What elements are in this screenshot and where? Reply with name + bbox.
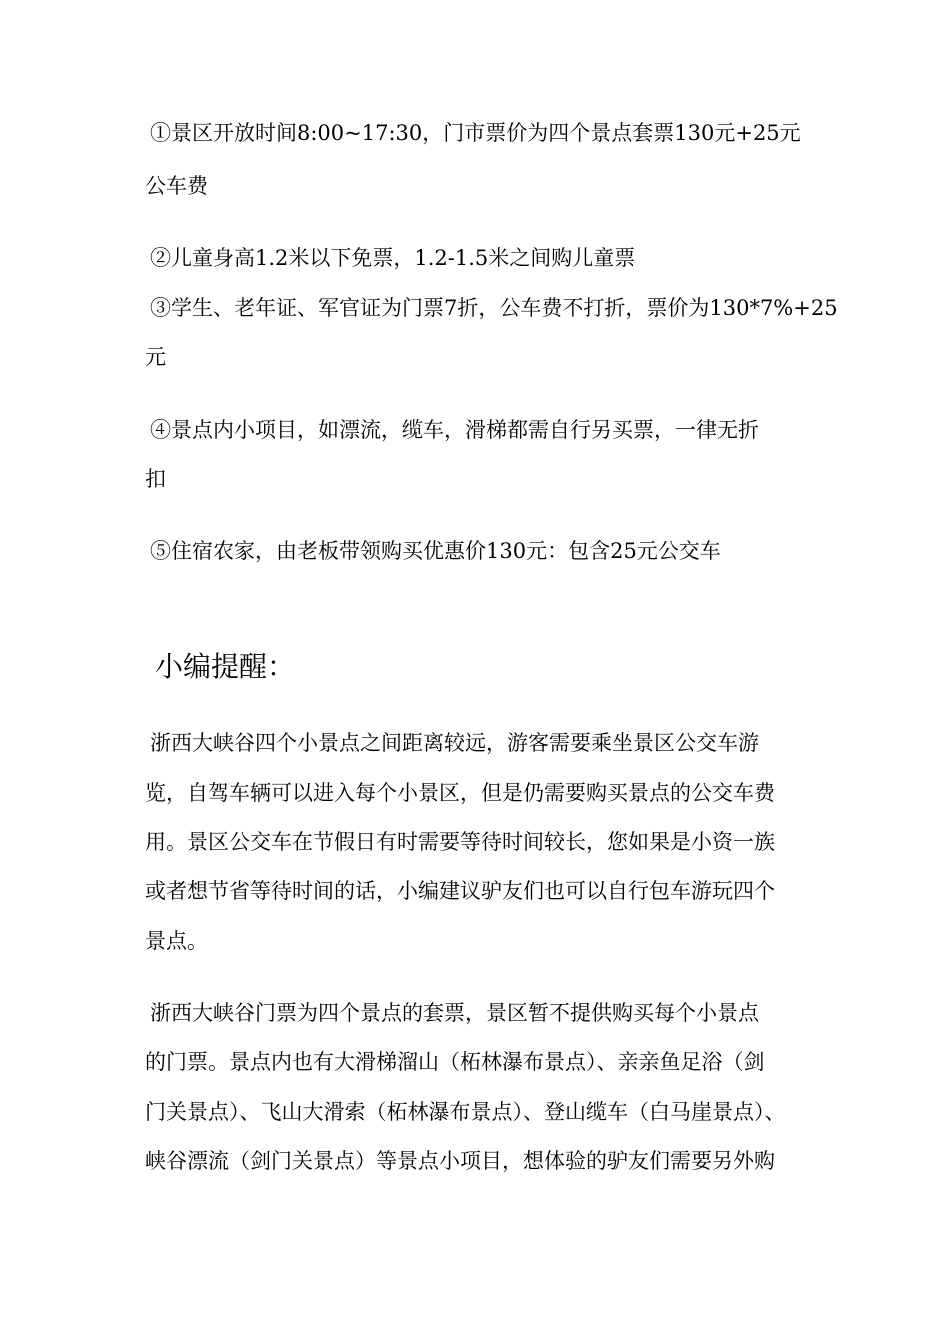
paragraph-1-line-5: 景点。 xyxy=(145,929,208,953)
rule-4-line-2: 扣 xyxy=(145,467,166,491)
paragraph-2-line-4: 峡谷漂流（剑门关景点）等景点小项目，想体验的驴友们需要另外购 xyxy=(145,1149,775,1173)
rule-1-line-2: 公车费 xyxy=(145,174,208,198)
rule-3-line-1: ③学生、老年证、军官证为门票7折，公车费不打折，票价为130*7%+25 xyxy=(150,296,838,320)
paragraph-1-line-4: 或者想节省等待时间的话，小编建议驴友们也可以自行包车游玩四个 xyxy=(145,879,775,903)
reminder-heading: 小编提醒： xyxy=(155,650,296,683)
rule-3-line-2: 元 xyxy=(145,345,166,369)
paragraph-2-line-1: 浙西大峡谷门票为四个景点的套票，景区暂不提供购买每个小景点 xyxy=(150,1001,759,1025)
paragraph-2-line-3: 门关景点）、飞山大滑索（柘林瀑布景点）、登山缆车（白马崖景点）、 xyxy=(145,1100,786,1124)
paragraph-2-line-2: 的门票。景点内也有大滑梯溜山（柘林瀑布景点）、亲亲鱼足浴（剑 xyxy=(145,1050,765,1074)
paragraph-1-line-3: 用。景区公交车在节假日有时需要等待时间较长，您如果是小资一族 xyxy=(145,830,775,854)
rule-5-line-1: ⑤住宿农家，由老板带领购买优惠价130元：包含25元公交车 xyxy=(150,539,721,563)
paragraph-1-line-2: 览，自驾车辆可以进入每个小景区，但是仍需要购买景点的公交车费 xyxy=(145,781,775,805)
rule-4-line-1: ④景点内小项目，如漂流，缆车，滑梯都需自行另买票，一律无折 xyxy=(150,418,759,442)
rule-2-line-1: ②儿童身高1.2米以下免票，1.2-1.5米之间购儿童票 xyxy=(150,246,636,270)
rule-1-line-1: ①景区开放时间8:00~17:30，门市票价为四个景点套票130元+25元 xyxy=(150,121,801,145)
paragraph-1-line-1: 浙西大峡谷四个小景点之间距离较远，游客需要乘坐景区公交车游 xyxy=(150,731,759,755)
